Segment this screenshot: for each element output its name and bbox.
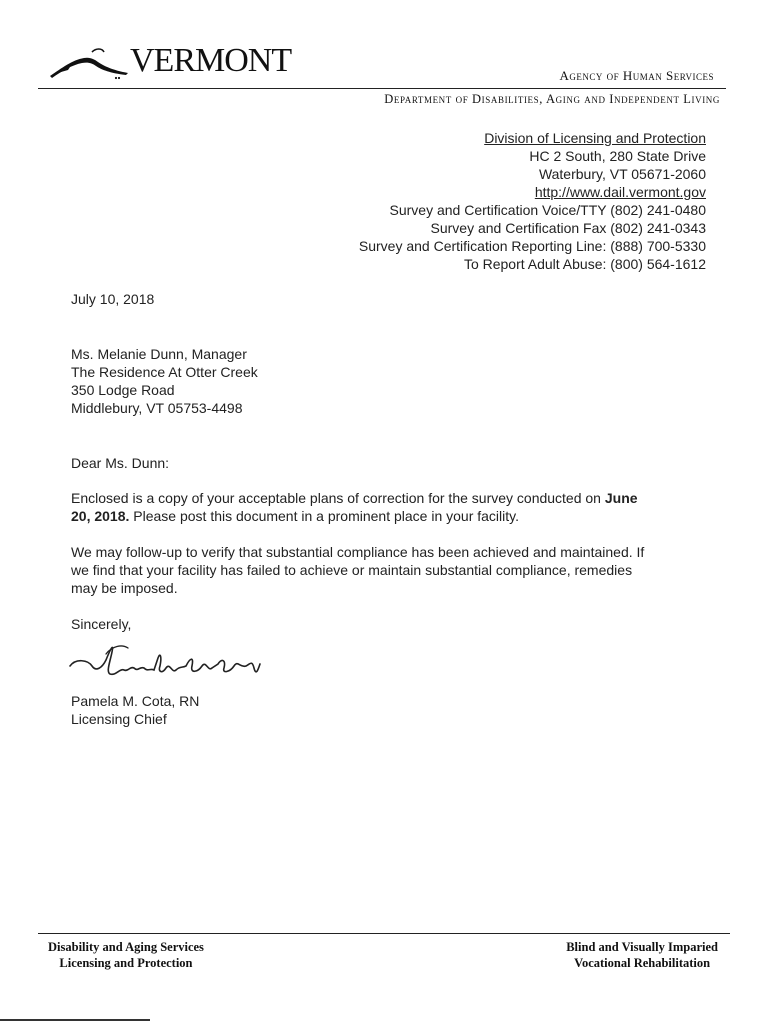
paragraph-enclosure-text-b: Please post this document in a prominent place in your facility. — [129, 508, 519, 524]
division-street: HC 2 South, 280 State Drive — [529, 148, 706, 164]
signer-block — [71, 692, 199, 728]
header-divider — [38, 88, 726, 89]
fax-number: Survey and Certification Fax (802) 241-0343 — [430, 220, 706, 236]
footer-right-line1: Blind and Visually Imparied — [566, 940, 718, 954]
mountain-logo-icon — [48, 46, 130, 80]
vermont-wordmark: VERMONT — [130, 42, 292, 79]
voice-tty-phone: Survey and Certification Voice/TTY (802) 241-0480 — [389, 202, 706, 218]
paragraph-enclosure-text-a: Enclosed is a copy of your acceptable plans of correction for the survey conducted on — [71, 490, 605, 506]
survey-date-part2: 20, 2018. — [71, 508, 130, 524]
reporting-line: Survey and Certification Reporting Line: (888) 700-5330 — [358, 238, 706, 254]
closing: Sincerely, — [71, 616, 132, 632]
agency-name: Agency of Human Services — [559, 68, 714, 83]
paragraph-follow-up-line2: we find that your facility has failed to achieve or maintain substantial compliance, remedies — [71, 562, 633, 578]
paragraph-follow-up-line1: We may follow-up to verify that substantial compliance has been achieved and maintained. If — [71, 544, 645, 560]
paragraph-follow-up-line3: may be imposed. — [71, 580, 178, 596]
footer-divider — [38, 933, 730, 934]
letter-date: July 10, 2018 — [71, 291, 155, 307]
recipient-facility: The Residence At Otter Creek — [71, 364, 258, 380]
salutation: Dear Ms. Dunn: — [71, 455, 170, 471]
department-name: Department of Disabilities, Aging and Independent Living — [384, 92, 720, 106]
vermont-logo — [48, 40, 292, 84]
signer-title: Licensing Chief — [71, 711, 167, 727]
paragraph-enclosure — [71, 489, 711, 525]
recipient-street: 350 Lodge Road — [71, 382, 175, 398]
handwritten-signature — [66, 638, 266, 686]
division-address — [359, 129, 706, 273]
scan-edge-line — [0, 1019, 150, 1021]
footer-right-line2: Vocational Rehabilitation — [574, 956, 711, 970]
division-website-link[interactable]: http://www.dail.vermont.gov — [534, 184, 706, 200]
recipient-name: Ms. Melanie Dunn, Manager — [71, 346, 247, 362]
division-city: Waterbury, VT 05671-2060 — [538, 166, 706, 182]
footer-left — [48, 939, 204, 971]
footer-left-line1: Disability and Aging Services — [48, 940, 204, 954]
footer-left-line2: Licensing and Protection — [59, 956, 193, 970]
recipient-city: Middlebury, VT 05753-4498 — [71, 400, 243, 416]
paragraph-follow-up — [71, 543, 711, 597]
survey-date-part1: June — [604, 490, 638, 506]
signer-name: Pamela M. Cota, RN — [71, 693, 200, 709]
division-name: Division of Licensing and Protection — [484, 130, 706, 146]
abuse-report-line: To Report Adult Abuse: (800) 564-1612 — [463, 256, 706, 272]
recipient-address — [71, 345, 258, 417]
footer-right — [566, 939, 718, 971]
